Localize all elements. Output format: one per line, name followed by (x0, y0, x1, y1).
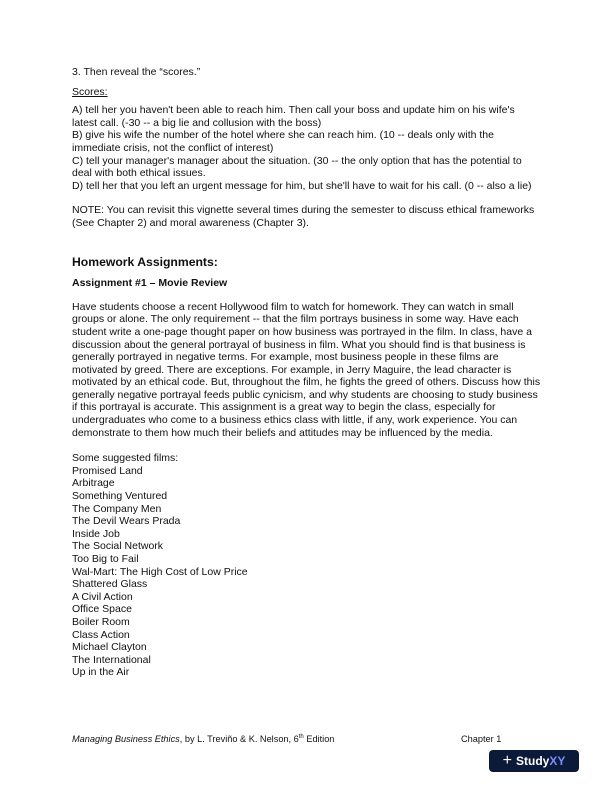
assignment-heading: Assignment #1 – Movie Review (72, 277, 228, 290)
film-item: The International (72, 653, 151, 666)
score-b: B) give his wife the number of the hotel where she can reach him. (10 -- deals only with the immediate crisis, not the conflict of interest) (72, 129, 494, 154)
film-item: A Civil Action (72, 590, 133, 603)
footer-edition: Edition (303, 734, 335, 745)
score-a: A) tell her you haven't been able to reach him. Then call your boss and update him on his wife's latest call. (-30 -- a big lie and collusion with the boss) (72, 104, 515, 129)
page-footer (72, 734, 502, 744)
film-item: Up in the Air (72, 666, 130, 679)
score-c: C) tell your manager's manager about the situation. (30 -- the only option that has the potential to deal with both ethical issues. (72, 154, 522, 180)
score-d: D) tell her that you left an urgent message for him, but she'll have to wait for his call. (0 -- also a lie) (72, 179, 532, 192)
badge-study: Study (515, 754, 550, 768)
film-item: Boiler Room (72, 615, 130, 628)
film-item: Promised Land (72, 464, 143, 477)
films-list (72, 465, 542, 679)
note-paragraph: NOTE: You can revisit this vignette several times during the semester to discuss ethical frameworks (See Chapter 2) and moral awareness (Chapter 3). (72, 204, 535, 229)
film-item: Inside Job (72, 527, 120, 540)
plus-icon: + (502, 752, 512, 769)
films-intro: Some suggested films: (72, 452, 179, 465)
film-item: Michael Clayton (72, 641, 147, 654)
scores-list (72, 104, 542, 192)
film-item: Something Ventured (72, 490, 168, 503)
film-item: Office Space (72, 603, 132, 616)
film-item: The Devil Wears Prada (72, 515, 181, 528)
footer-edition-sup: th (298, 734, 304, 740)
document-page (72, 66, 542, 679)
step-3-text: 3. Then reveal the “scores.” (72, 66, 201, 78)
film-item: Class Action (72, 628, 130, 641)
badge-label (516, 754, 565, 768)
footer-book-title: Managing Business Ethics (72, 734, 180, 745)
footer-authors: , by L. Treviño & K. Nelson, 6 (179, 734, 299, 745)
footer-citation (72, 734, 334, 744)
film-item: The Company Men (72, 502, 162, 515)
film-item: Too Big to Fail (72, 553, 139, 565)
film-item: Arbitrage (72, 477, 115, 490)
film-item: Shattered Glass (72, 578, 148, 591)
scores-heading: Scores: (72, 85, 108, 98)
film-item: The Social Network (72, 540, 164, 553)
studyxy-badge[interactable] (489, 750, 579, 772)
badge-xy: XY (549, 754, 566, 768)
assignment-body: Have students choose a recent Hollywood film to watch for homework. They can watch in small groups or alone. The only requirement -- that the film portrays business in some way. Have each student write a one-page thought paper on how business was portrayed in the film. In class, have a discussion about the general portrayal of business in film. What you should find is that business is generally portrayed in negative terms. For example, most business people in these films are motivated by greed. There are exceptions. For example, in Jerry Maguire, the lead character is motivated by an ethical code. But, throughout the film, he fights the greed of others. Discuss how this generally negative portrayal feeds public cynicism, and why students are choosing to study business if this portrayal is accurate. This assignment is a great way to begin the class, especially for undergraduates who come to a business ethics class with little, if any, work experience. You can demonstrate to them how much their beliefs and attitudes may be influenced by the media. (72, 300, 541, 439)
homework-heading: Homework Assignments: (72, 254, 218, 269)
footer-chapter: Chapter 1 (461, 734, 502, 744)
film-item: Wal-Mart: The High Cost of Low Price (72, 565, 248, 578)
